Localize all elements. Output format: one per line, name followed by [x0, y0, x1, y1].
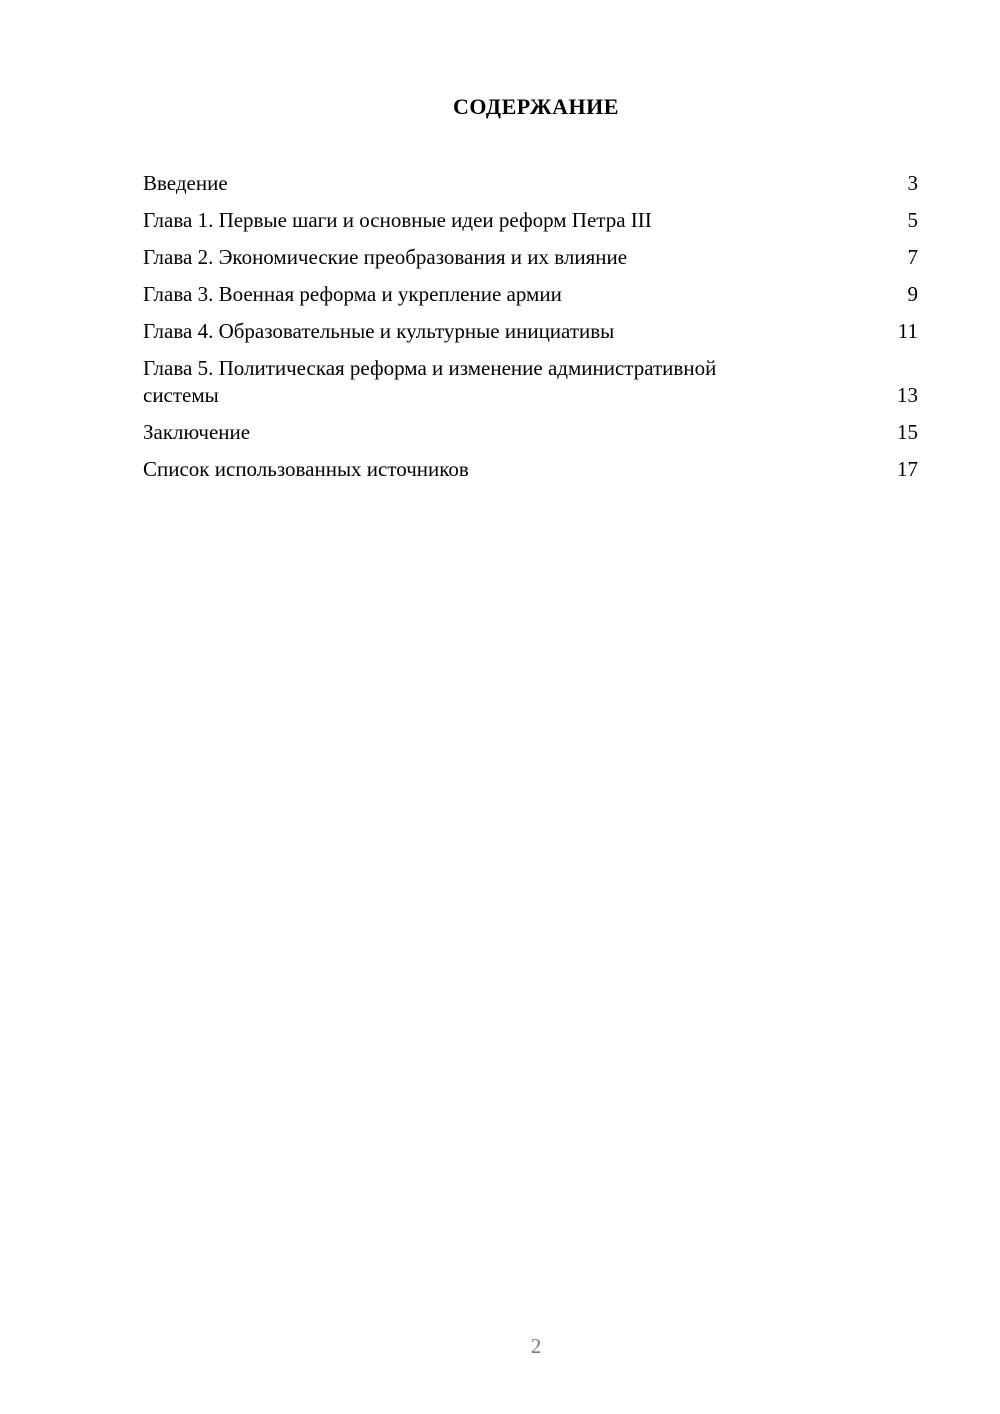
- toc-entry-page: 15: [897, 420, 918, 444]
- toc-entry-page: 13: [897, 383, 918, 407]
- toc-entry-page: 17: [897, 457, 918, 481]
- toc-entry-text: Глава 4. Образовательные и культурные инициативы: [143, 319, 615, 343]
- page-number: 2: [530, 1334, 542, 1358]
- toc-entry-chapter-2[interactable]: [143, 244, 918, 271]
- toc-entry-references[interactable]: [143, 456, 918, 483]
- table-of-contents: [143, 170, 918, 493]
- toc-entry-text: Список использованных источников: [143, 457, 469, 481]
- toc-entry-text: Введение: [143, 171, 228, 195]
- toc-entry-page: 7: [907, 245, 918, 269]
- toc-entry-text: Глава 5. Политическая реформа и изменение административной системы: [143, 356, 717, 407]
- toc-entry-page: 3: [907, 171, 918, 195]
- toc-entry-chapter-3[interactable]: [143, 281, 918, 308]
- toc-entry-text: Глава 1. Первые шаги и основные идеи реформ Петра III: [143, 208, 652, 232]
- toc-entry-text: Глава 2. Экономические преобразования и их влияние: [143, 245, 628, 269]
- toc-entry-chapter-5[interactable]: [143, 355, 918, 409]
- toc-entry-page: 5: [907, 208, 918, 232]
- toc-entry-chapter-1[interactable]: [143, 207, 918, 234]
- toc-entry-chapter-4[interactable]: [143, 318, 918, 345]
- toc-entry-text: Глава 3. Военная реформа и укрепление армии: [143, 282, 562, 306]
- toc-entry-text: Заключение: [143, 420, 251, 444]
- toc-entry-conclusion[interactable]: [143, 419, 918, 446]
- toc-entry-introduction[interactable]: [143, 170, 918, 197]
- page-title: СОДЕРЖАНИЕ: [453, 94, 619, 119]
- toc-entry-page: 9: [907, 282, 918, 306]
- toc-entry-page: 11: [897, 319, 918, 343]
